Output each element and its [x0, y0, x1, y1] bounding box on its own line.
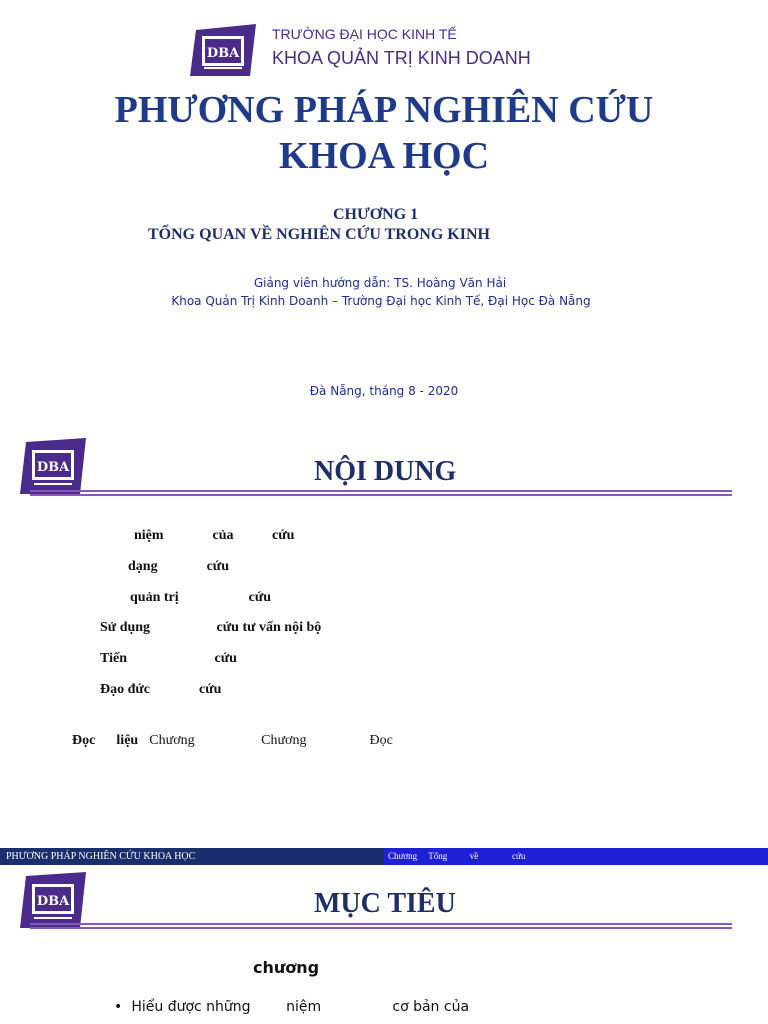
faculty-name: KHOA QUẢN TRỊ KINH DOANH [272, 48, 531, 68]
affiliation-line: Khoa Quản Trị Kinh Doanh – Trường Đại học Kinh Tế, Đại Học Đà Nẵng [171, 294, 591, 308]
chapter-title: TỔNG QUAN VỀ NGHIÊN CỨU TRONG KINH [148, 226, 490, 243]
divider [30, 490, 732, 492]
footer-course-title: PHƯƠNG PHÁP NGHIÊN CỨU KHOA HỌC [0, 848, 384, 865]
goal-heading: chương [253, 958, 320, 977]
dba-logo [190, 24, 258, 76]
reading-text: Chương Chương Đọc [149, 733, 393, 748]
section-title-noi-dung: NỘI DUNG [314, 456, 457, 487]
section-title-muc-tieu: MỤC TIÊU [314, 888, 456, 919]
date-line: Đà Nẵng, tháng 8 - 2020 [309, 384, 459, 398]
divider [30, 494, 732, 496]
toc-item: Sử dụng cứu tư vấn nội bộ [100, 620, 322, 635]
svg-text:DBA: DBA [36, 460, 70, 475]
lecturer-line: Giảng viên hướng dẫn: TS. Hoàng Văn Hải [253, 276, 507, 290]
footer-chapter-title: Chương Tổng về cứu [384, 848, 768, 865]
dba-logo [20, 872, 88, 928]
dba-logo [20, 438, 88, 494]
reading-label: liệu [116, 733, 139, 748]
svg-text:DBA: DBA [206, 46, 240, 61]
bullet-dot: • [114, 999, 123, 1015]
reading-line [72, 729, 393, 749]
chapter-number: CHƯƠNG 1 [333, 206, 419, 223]
goal-bullet-item [114, 996, 469, 1015]
svg-text:DBA: DBA [36, 894, 70, 909]
toc-item: quản trị cứu [130, 590, 272, 605]
toc-item: niệm của cứu [134, 528, 295, 543]
footer-bar [0, 848, 768, 865]
main-title-line2: KHOA HỌC [278, 135, 490, 177]
divider [30, 927, 732, 929]
reading-label: Đọc [72, 733, 96, 748]
divider [30, 923, 732, 925]
main-title-line1: PHƯƠNG PHÁP NGHIÊN CỨU [114, 89, 654, 131]
toc-item: Đạo đức cứu [100, 682, 222, 697]
goal-bullet-text: Hiểu được những niệm cơ bản của [131, 999, 470, 1015]
toc-item: dạng cứu [128, 559, 229, 574]
university-name: TRƯỜNG ĐẠI HỌC KINH TẾ [272, 26, 457, 42]
toc-item: Tiến cứu [100, 651, 237, 666]
